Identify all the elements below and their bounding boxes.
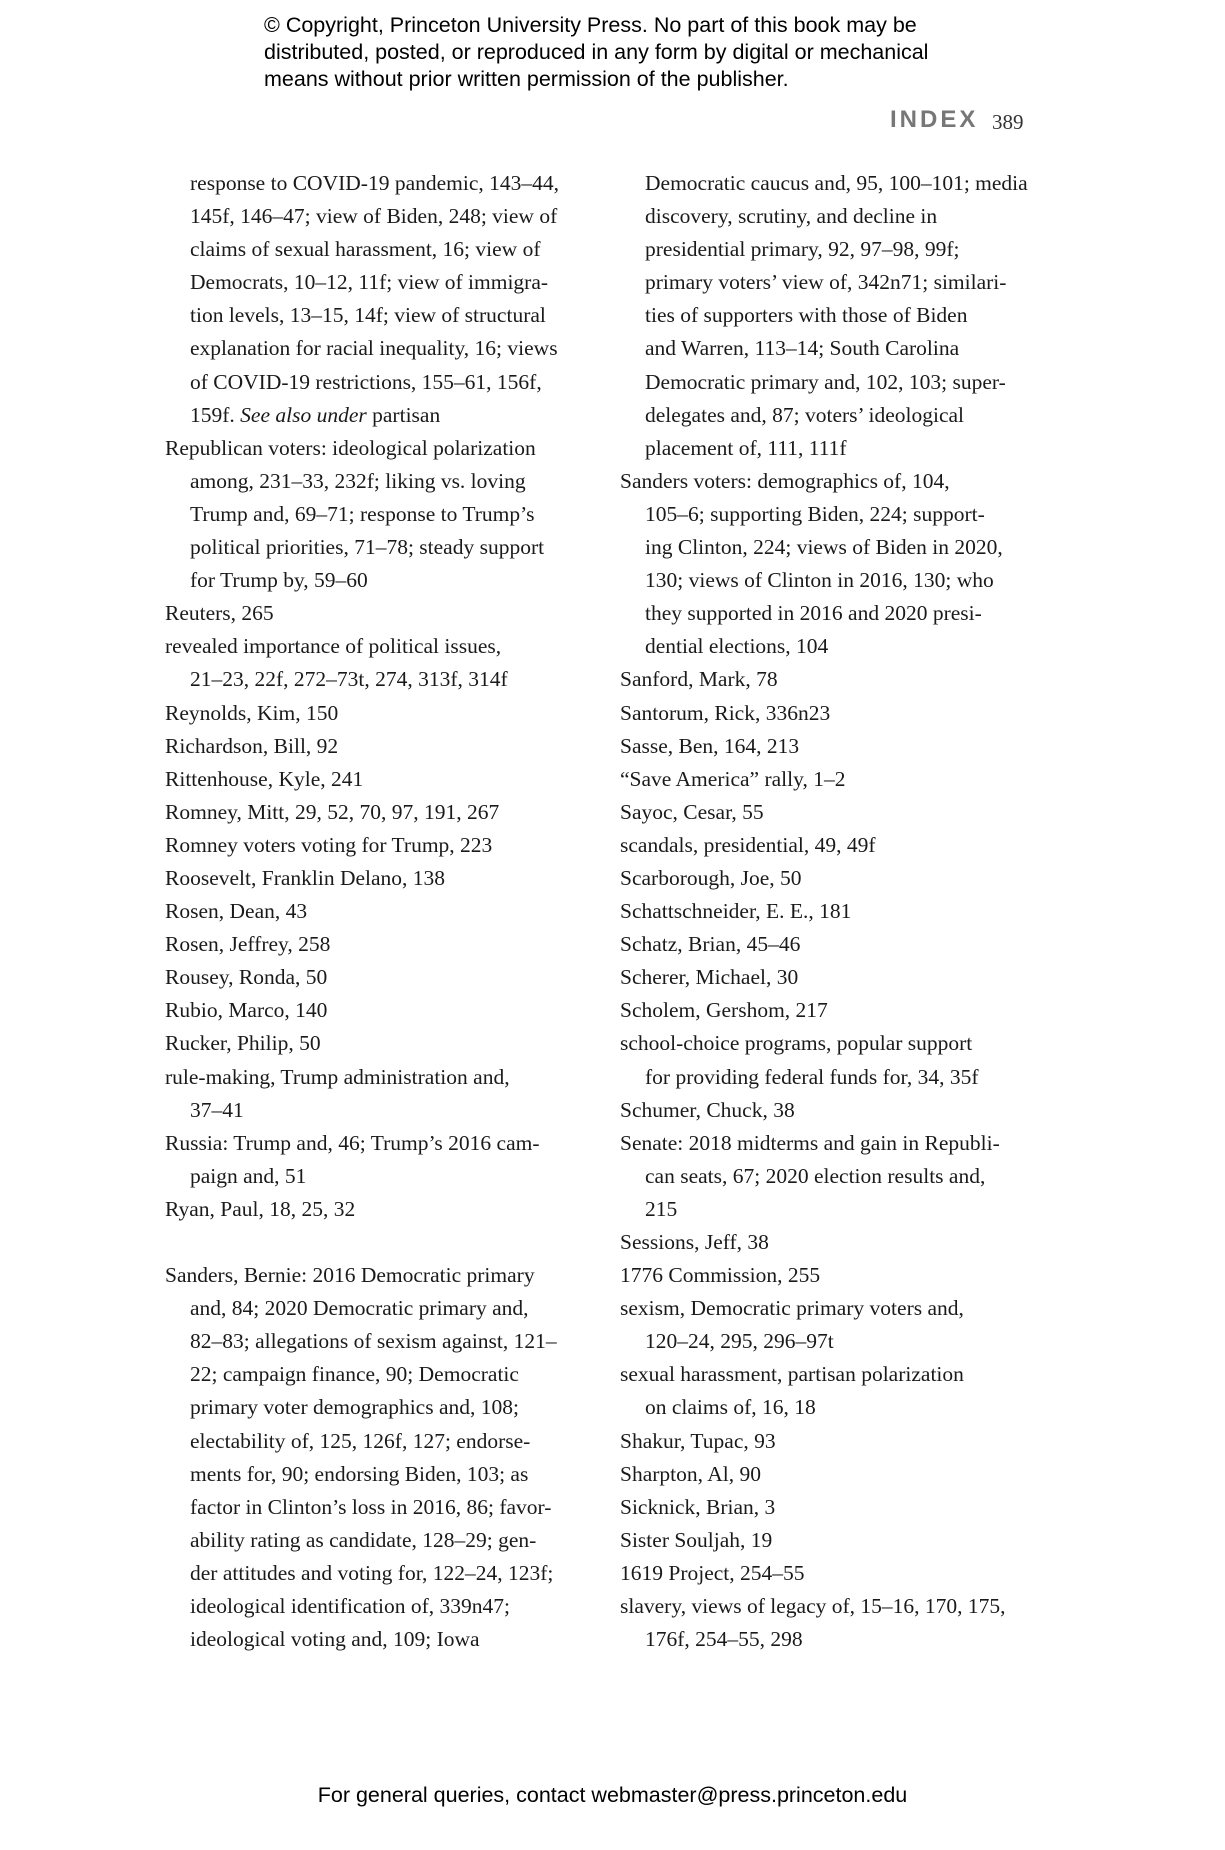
index-entry (620, 1094, 1050, 1127)
index-entry-line (165, 167, 595, 200)
entry-text: Democratic caucus and, 95, 100–101; media (645, 171, 1028, 195)
index-entry (620, 862, 1050, 895)
index-entry-line (165, 1458, 595, 1491)
entry-text: Rousey, Ronda, 50 (165, 965, 328, 990)
index-entry-line (620, 1292, 1050, 1325)
entry-text: can seats, 67; 2020 election results and, (645, 1163, 986, 1188)
entry-text: Russia: Trump and, 46; Trump’s 2016 cam- (165, 1130, 540, 1155)
index-entry (165, 1259, 595, 1656)
entry-text: for Trump by, 59–60 (190, 568, 368, 593)
index-entry (165, 730, 595, 763)
copyright-line: © Copyright, Princeton University Press. No part of this book may be (264, 13, 917, 37)
entry-text: sexism, Democratic primary voters and, (620, 1296, 964, 1321)
index-entry-line (165, 895, 595, 928)
entry-text: slavery, views of legacy of, 15–16, 170, 175, (620, 1594, 1006, 1619)
entry-text: Schattschneider, E. E., 181 (620, 899, 852, 924)
index-entry-line (165, 233, 595, 266)
entry-text: 1619 Project, 254–55 (620, 1560, 805, 1585)
index-entry (620, 1524, 1050, 1557)
entry-text: ing Clinton, 224; views of Biden in 2020, (645, 535, 1003, 560)
index-entry-line (165, 399, 595, 432)
entry-text: among, 231–33, 232f; liking vs. loving (190, 468, 526, 493)
entry-text: they supported in 2016 and 2020 presi- (645, 601, 982, 626)
entry-text: factor in Clinton’s loss in 2016, 86; favor- (190, 1494, 552, 1519)
index-entry (620, 1292, 1050, 1358)
index-entry-line (165, 1094, 595, 1127)
entry-text: Romney voters voting for Trump, 223 (165, 832, 493, 857)
index-entry-line (165, 200, 595, 233)
entry-text: Reuters, 265 (165, 601, 274, 626)
entry-text: electability of, 125, 126f, 127; endorse- (190, 1428, 531, 1453)
index-entry-line (620, 465, 1050, 498)
entry-text: Reynolds, Kim, 150 (165, 700, 339, 725)
index-entry-line (165, 1391, 595, 1424)
entry-text: political priorities, 71–78; steady support (190, 535, 545, 560)
index-entry-line (165, 366, 595, 399)
entry-text: revealed importance of political issues, (165, 634, 502, 659)
entry-text: ideological voting and, 109; Iowa (190, 1627, 480, 1652)
entry-text: Sessions, Jeff, 38 (620, 1230, 769, 1254)
index-entry-line (620, 366, 1050, 399)
index-entry-line (620, 531, 1050, 564)
index-entry-line (620, 233, 1050, 266)
index-entry-line (620, 1160, 1050, 1193)
entry-text: discovery, scrutiny, and decline in (645, 204, 938, 229)
index-entry-line (165, 432, 595, 465)
entry-text: Richardson, Bill, 92 (165, 733, 339, 758)
index-entry (165, 1193, 595, 1226)
index-entry-line (620, 630, 1050, 663)
index-entry-line (165, 1358, 595, 1391)
index-entry (165, 763, 595, 796)
entry-text: school-choice programs, popular support (620, 1031, 973, 1056)
index-entry-line (165, 332, 595, 365)
index-entry-line (620, 1557, 1050, 1590)
entry-text: Rosen, Dean, 43 (165, 899, 308, 924)
index-entry (620, 1027, 1050, 1093)
index-entry (620, 1358, 1050, 1424)
index-entry-line (165, 862, 595, 895)
index-entry-line (165, 1027, 595, 1060)
index-entry (165, 630, 595, 696)
index-entry-line (165, 1590, 595, 1623)
index-entry (620, 697, 1050, 730)
entry-text: sexual harassment, partisan polarization (620, 1362, 964, 1387)
entry-text: Sicknick, Brian, 3 (620, 1494, 776, 1519)
index-entry-line (165, 663, 595, 696)
index-entry-line (165, 266, 595, 299)
index-entry (620, 1259, 1050, 1292)
index-entry-line (165, 1127, 595, 1160)
entry-text: 82–83; allegations of sexism against, 121– (190, 1329, 557, 1354)
index-entry-line (620, 1391, 1050, 1424)
entry-text: ideological identification of, 339n47; (190, 1594, 511, 1619)
copyright-line: means without prior written permission of the publisher. (264, 67, 789, 91)
entry-text: ments for, 90; endorsing Biden, 103; as (190, 1461, 529, 1486)
index-entry (165, 862, 595, 895)
entry-text: Schatz, Brian, 45–46 (620, 932, 801, 957)
index-entry-line (165, 1425, 595, 1458)
entry-text: scandals, presidential, 49, 49f (620, 832, 876, 857)
index-entry (620, 1491, 1050, 1524)
index-entry-line (620, 1458, 1050, 1491)
index-entry-line (620, 1524, 1050, 1557)
entry-text: 215 (645, 1196, 678, 1221)
entry-text: dential elections, 104 (645, 634, 829, 659)
index-entry-line (165, 994, 595, 1027)
entry-text: Santorum, Rick, 336n23 (620, 700, 831, 725)
index-entry-line (165, 564, 595, 597)
copyright-line: distributed, posted, or reproduced in any form by digital or mechanical (264, 40, 929, 64)
index-entry-line (620, 730, 1050, 763)
entry-text: Trump and, 69–71; response to Trump’s (190, 501, 535, 526)
entry-text: Rucker, Philip, 50 (165, 1031, 321, 1056)
entry-text: Scherer, Michael, 30 (620, 965, 799, 990)
copyright-notice (264, 12, 1024, 93)
entry-text: delegates and, 87; voters’ ideological (645, 402, 965, 427)
index-entry-line (165, 1325, 595, 1358)
index-entry (620, 1226, 1050, 1259)
index-entry-line (620, 1027, 1050, 1060)
index-entry-line (620, 1590, 1050, 1623)
index-entry-line (165, 1292, 595, 1325)
index-entry (165, 1127, 595, 1193)
index-entry-line (620, 697, 1050, 730)
entry-text: ties of supporters with those of Biden (645, 303, 968, 328)
index-entry (165, 796, 595, 829)
entry-text: 105–6; supporting Biden, 224; support- (645, 501, 985, 526)
entry-text: primary voter demographics and, 108; (190, 1395, 519, 1420)
index-entry-line (165, 531, 595, 564)
index-entry-line (165, 1061, 595, 1094)
entry-text: presidential primary, 92, 97–98, 99f; (645, 237, 960, 262)
index-entry-line (165, 1193, 595, 1226)
entry-text: Senate: 2018 midterms and gain in Republi- (620, 1130, 1000, 1155)
index-entry (165, 167, 595, 432)
index-entry-line (620, 1094, 1050, 1127)
index-entry-line (620, 1127, 1050, 1160)
index-entry-line (620, 167, 1050, 200)
index-entry (620, 895, 1050, 928)
entry-text: on claims of, 16, 18 (645, 1395, 816, 1420)
entry-text: for providing federal funds for, 34, 35f (645, 1064, 979, 1089)
index-entry-line (620, 1259, 1050, 1292)
index-entry (165, 928, 595, 961)
index-entry-line (620, 994, 1050, 1027)
index-entry-line (165, 1491, 595, 1524)
entry-text: claims of sexual harassment, 16; view of (190, 237, 541, 262)
entry-text: primary voters’ view of, 342n71; similari- (645, 270, 1007, 295)
entry-text: explanation for racial inequality, 16; views (190, 336, 558, 361)
entry-text: Scholem, Gershom, 217 (620, 998, 828, 1023)
index-entry-line (620, 266, 1050, 299)
entry-text: Sanders, Bernie: 2016 Democratic primary (165, 1263, 535, 1288)
index-entry (165, 1061, 595, 1127)
index-entry (165, 697, 595, 730)
index-entry-line (620, 200, 1050, 233)
index-entry-line (620, 564, 1050, 597)
index-entry-line (620, 597, 1050, 630)
index-entry-line (620, 1325, 1050, 1358)
footer-contact: For general queries, contact webmaster@press.princeton.edu (317, 1783, 908, 1807)
index-entry (620, 763, 1050, 796)
entry-text: Rubio, Marco, 140 (165, 998, 328, 1023)
entry-text: Sister Souljah, 19 (620, 1527, 773, 1552)
index-entry-line (165, 829, 595, 862)
entry-text: Democrats, 10–12, 11f; view of immigra- (190, 270, 549, 295)
index-entry-line (165, 630, 595, 663)
index-entry-line (620, 399, 1050, 432)
index-entry (620, 928, 1050, 961)
index-entry-line (620, 796, 1050, 829)
entry-text: “Save America” rally, 1–2 (620, 766, 846, 791)
index-entry (165, 1027, 595, 1060)
entry-text: 145f, 146–47; view of Biden, 248; view of (190, 204, 558, 229)
entry-text: 176f, 254–55, 298 (645, 1627, 803, 1652)
index-entry-line (620, 928, 1050, 961)
index-entry-line (165, 763, 595, 796)
entry-text: 159f. (190, 402, 235, 427)
index-entry (620, 167, 1050, 465)
index-entry-line (165, 1623, 595, 1656)
index-entry-line (165, 1524, 595, 1557)
index-entry-line (620, 299, 1050, 332)
index-entry-line (165, 928, 595, 961)
index-entry-line (620, 332, 1050, 365)
index-entry-line (620, 1425, 1050, 1458)
entry-text: 21–23, 22f, 272–73t, 274, 313f, 314f (190, 667, 508, 692)
index-entry (620, 663, 1050, 696)
index-entry-line (165, 498, 595, 531)
entry-text: of COVID-19 restrictions, 155–61, 156f, (190, 369, 542, 394)
index-entry-line (165, 730, 595, 763)
entry-text: Democratic primary and, 102, 103; super- (645, 369, 1006, 394)
entry-text: tion levels, 13–15, 14f; view of structural (190, 303, 546, 328)
index-entry-line (165, 1557, 595, 1590)
index-entry (620, 961, 1050, 994)
index-entry-line (165, 299, 595, 332)
index-entry-line (165, 465, 595, 498)
entry-text: and, 84; 2020 Democratic primary and, (190, 1296, 529, 1321)
index-column-left (165, 167, 595, 1656)
page-number: 389 (992, 110, 1024, 134)
index-entry-line (165, 1160, 595, 1193)
index-entry (165, 432, 595, 597)
index-entry (620, 796, 1050, 829)
index-entry-line (620, 1623, 1050, 1656)
index-entry (165, 829, 595, 862)
index-entry (620, 829, 1050, 862)
entry-text: and Warren, 113–14; South Carolina (645, 336, 960, 361)
index-entry (620, 730, 1050, 763)
entry-text: 37–41 (190, 1097, 244, 1122)
entry-text: 22; campaign finance, 90; Democratic (190, 1362, 519, 1387)
entry-text: Sayoc, Cesar, 55 (620, 799, 764, 824)
index-entry-line (165, 697, 595, 730)
index-entry (620, 1458, 1050, 1491)
index-entry (620, 1590, 1050, 1656)
index-entry-line (165, 597, 595, 630)
index-entry (620, 1127, 1050, 1226)
index-entry (620, 1425, 1050, 1458)
entry-text: Sharpton, Al, 90 (620, 1461, 761, 1486)
index-entry-line (620, 498, 1050, 531)
index-entry (165, 597, 595, 630)
entry-text: partisan (372, 402, 441, 427)
index-entry (165, 895, 595, 928)
cross-reference: See also under (240, 402, 367, 427)
entry-text: paign and, 51 (190, 1163, 307, 1188)
entry-text: Schumer, Chuck, 38 (620, 1097, 795, 1122)
index-entry-line (620, 829, 1050, 862)
index-entry-line (620, 1491, 1050, 1524)
entry-text: Republican voters: ideological polarization (165, 435, 536, 460)
index-entry-line (620, 1061, 1050, 1094)
entry-text: Sanders voters: demographics of, 104, (620, 468, 950, 493)
entry-text: 120–24, 295, 296–97t (645, 1329, 834, 1354)
index-entry (165, 961, 595, 994)
entry-text: response to COVID-19 pandemic, 143–44, (190, 171, 560, 195)
section-gap (165, 1226, 595, 1259)
index-entry-line (620, 1193, 1050, 1226)
index-entry-line (165, 1259, 595, 1292)
index-entry-line (620, 961, 1050, 994)
entry-text: Romney, Mitt, 29, 52, 70, 97, 191, 267 (165, 799, 500, 824)
entry-text: Sasse, Ben, 164, 213 (620, 733, 800, 758)
index-entry-line (620, 432, 1050, 465)
entry-text: Scarborough, Joe, 50 (620, 865, 802, 890)
index-entry-line (165, 796, 595, 829)
entry-text: Rosen, Jeffrey, 258 (165, 932, 331, 957)
index-entry (620, 465, 1050, 664)
entry-text: rule-making, Trump administration and, (165, 1064, 510, 1089)
entry-text: der attitudes and voting for, 122–24, 123f; (190, 1560, 554, 1585)
entry-text: Roosevelt, Franklin Delano, 138 (165, 865, 446, 890)
index-entry-line (620, 663, 1050, 696)
index-entry-line (620, 862, 1050, 895)
index-entry-line (620, 763, 1050, 796)
entry-text: placement of, 111, 111f (645, 435, 847, 460)
entry-text: Rittenhouse, Kyle, 241 (165, 766, 364, 791)
entry-text: 1776 Commission, 255 (620, 1263, 821, 1288)
entry-text: Sanford, Mark, 78 (620, 667, 778, 692)
index-entry-line (620, 1226, 1050, 1259)
running-head: INDEX (890, 106, 979, 133)
index-entry (620, 994, 1050, 1027)
entry-text: Ryan, Paul, 18, 25, 32 (165, 1196, 356, 1221)
index-entry (620, 1557, 1050, 1590)
entry-text: ability rating as candidate, 128–29; gen- (190, 1527, 537, 1552)
entry-text: Shakur, Tupac, 93 (620, 1428, 776, 1453)
entry-text: 130; views of Clinton in 2016, 130; who (645, 568, 994, 593)
index-entry-line (620, 1358, 1050, 1391)
index-entry (165, 994, 595, 1027)
index-column-right (620, 167, 1050, 1656)
index-entry-line (620, 895, 1050, 928)
index-entry-line (165, 961, 595, 994)
